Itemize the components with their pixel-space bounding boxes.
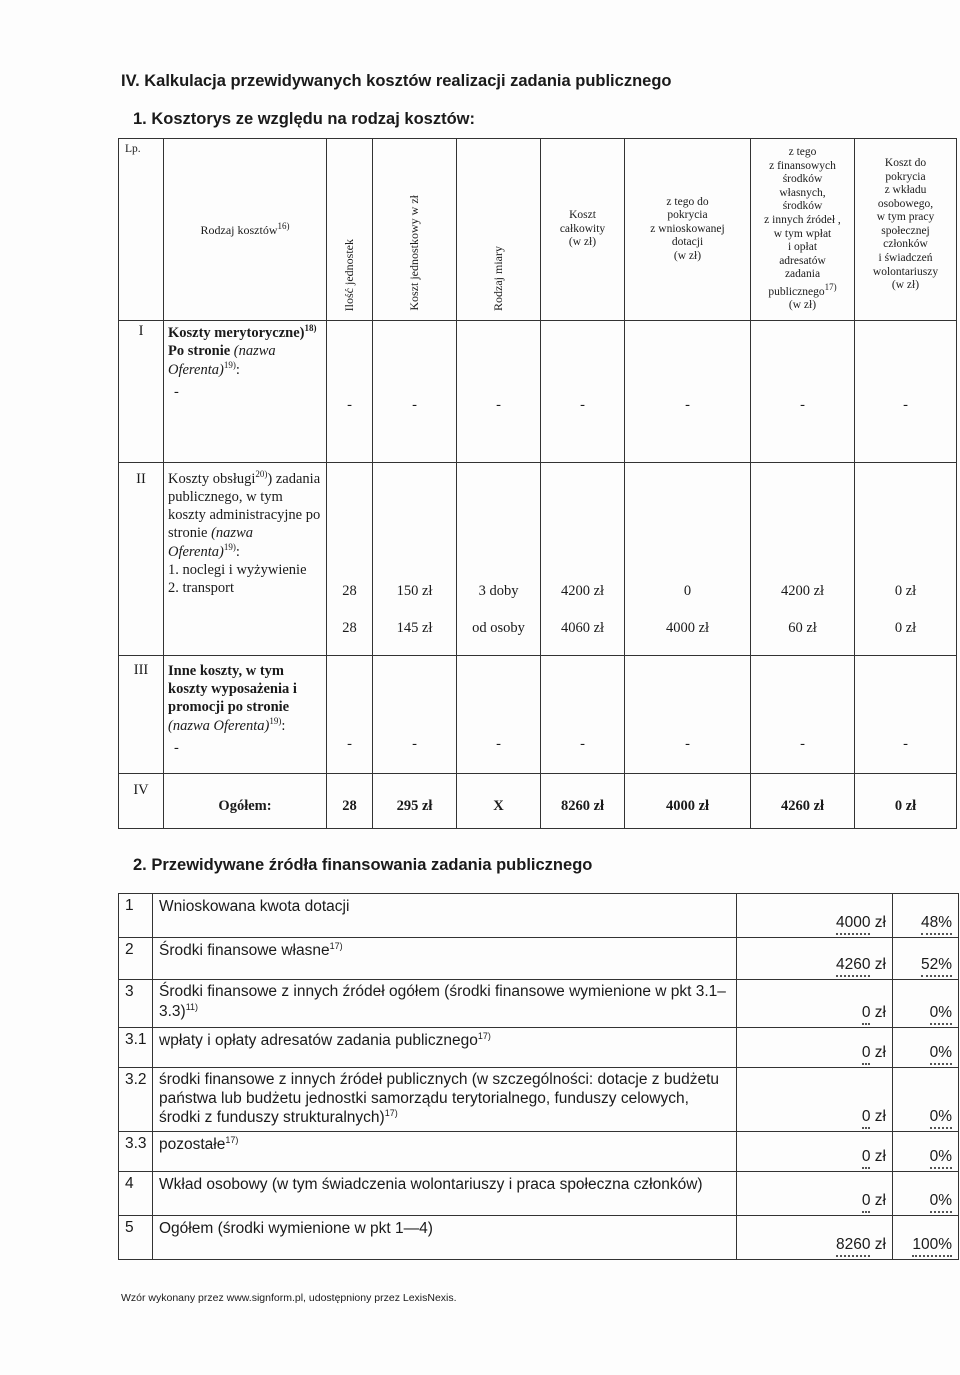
row1-dash-2: - — [373, 321, 457, 463]
table1-row-inne — [119, 656, 957, 774]
funding-row-unit: zł — [874, 956, 886, 974]
section-title: IV. Kalkulacja przewidywanych kosztów realizacji zadania publicznego — [121, 72, 672, 90]
table1-header-row — [119, 139, 957, 321]
header-z-finans-l4: środków — [782, 200, 823, 213]
row2-koszt-jedn — [373, 463, 457, 656]
row2-desc — [164, 463, 327, 656]
header-wklad-l0: Koszt do — [884, 157, 927, 169]
row2-title-it: (nazwa Oferenta) — [168, 525, 253, 561]
row3-dash-4: - — [541, 656, 625, 774]
funding-row-text — [153, 980, 737, 1028]
row3-title — [168, 662, 322, 735]
row1-title-text: Koszty merytoryczne) — [168, 324, 305, 341]
funding-row-amount — [737, 1132, 893, 1172]
funding-row-pct-value: 48% — [921, 914, 952, 935]
funding-row-num: 1 — [119, 894, 153, 938]
funding-row-amount-value: 0 — [862, 1044, 871, 1065]
row4-koszt-jedn: 295 zł — [373, 774, 457, 829]
row2-item-2-dotacja: 4000 zł — [665, 620, 710, 637]
row2-item-2-miara: od osoby — [472, 620, 525, 637]
header-wklad-l6: członków — [883, 238, 928, 251]
row2-item-2-calk: 4060 zł — [560, 620, 605, 637]
row3-dash-5: - — [625, 656, 751, 774]
row4-label: Ogółem: — [164, 774, 327, 829]
row4-finans: 4260 zł — [751, 774, 855, 829]
row1-colon: : — [235, 361, 240, 378]
header-rodzaj-miary — [457, 139, 541, 321]
funding-row-num: 3.3 — [119, 1132, 153, 1172]
row1-title-sup: 18) — [304, 323, 317, 333]
funding-row-num: 2 — [119, 938, 153, 980]
funding-row-sup: 17) — [225, 1135, 239, 1145]
funding-row-amount — [737, 938, 893, 980]
header-wklad-l7: i świadczeń — [878, 251, 933, 264]
funding-row-pct — [893, 1172, 959, 1216]
row3-dash-2: - — [373, 656, 457, 774]
funding-row-pct — [893, 938, 959, 980]
funding-row-amount-value: 0 — [862, 1148, 871, 1169]
header-z-dotacji-l2: z wnioskowanej — [650, 222, 725, 235]
funding-row-pct — [893, 1132, 959, 1172]
funding-row-num: 3 — [119, 980, 153, 1028]
funding-row-amount — [737, 980, 893, 1028]
header-koszt-jedn — [373, 139, 457, 321]
header-z-finans-l6: w tym wpłat — [773, 227, 832, 240]
funding-row-amount-value: 8260 — [836, 1236, 870, 1257]
funding-row — [119, 1172, 959, 1216]
row2-item-1-finans: 4200 zł — [780, 583, 825, 599]
header-z-dotacji-l4: (w zł) — [673, 249, 702, 262]
funding-row-amount — [737, 894, 893, 938]
row3-desc — [164, 656, 327, 774]
header-z-dotacji-l0: z tego do — [666, 195, 709, 208]
header-z-finans-l1: z finansowych — [769, 159, 836, 172]
row4-calk: 8260 zł — [541, 774, 625, 829]
row1-num: I — [119, 321, 164, 463]
row1-dash-4: - — [541, 321, 625, 463]
header-wklad-l8: wolontariuszy — [872, 265, 939, 278]
row1-desc — [164, 321, 327, 463]
row2-ilosc — [327, 463, 373, 656]
header-wklad-l4: w tym pracy — [876, 211, 935, 224]
row3-title-sup: 19) — [269, 716, 282, 727]
funding-row-pct — [893, 1216, 959, 1260]
header-rodzaj — [164, 139, 327, 321]
funding-row-text-main: wpłaty i opłaty adresatów zadania publicznego — [159, 1032, 478, 1050]
funding-row-amount-value: 0 — [862, 1108, 871, 1129]
funding-row-unit: zł — [874, 1148, 886, 1166]
funding-row-text — [153, 1132, 737, 1172]
funding-row-pct — [893, 980, 959, 1028]
funding-row-amount-value: 4000 — [836, 914, 870, 935]
funding-row-unit: zł — [874, 1004, 886, 1022]
row2-item-1-koszt-jedn: 150 zł — [396, 583, 433, 599]
row4-ilosc: 28 — [327, 774, 373, 829]
header-ilosc-text: Ilość jednostek — [342, 238, 356, 311]
row4-dotacja: 4000 zł — [625, 774, 751, 829]
funding-row-text-main: Ogółem (środki wymienione w pkt 1—4) — [159, 1220, 433, 1238]
header-z-finans-l8: adresatów — [779, 254, 826, 267]
row1-side-sup: 19) — [223, 360, 236, 371]
row1-dash-0: - — [174, 384, 179, 401]
funding-row-amount — [737, 1172, 893, 1216]
row2-miara — [457, 463, 541, 656]
header-wklad-l2: z wkładu — [884, 184, 927, 197]
funding-row-pct-value: 0% — [930, 1044, 952, 1065]
row3-dash-1: - — [327, 656, 373, 774]
header-z-finans-sup: 17) — [824, 281, 837, 292]
funding-row-text — [153, 894, 737, 938]
funding-row-amount — [737, 1028, 893, 1068]
funding-row-pct-value: 0% — [930, 1148, 952, 1169]
row2-item-2-finans: 60 zł — [788, 620, 817, 637]
row1-side — [168, 342, 322, 379]
row2-title-sup: 20) — [255, 469, 268, 479]
header-rodzaj-sup: 16) — [277, 221, 290, 231]
header-rodzaj-miary-text: Rodzaj miary — [491, 246, 505, 311]
header-z-finans-l0: z tego — [788, 146, 817, 159]
funding-row-text — [153, 1216, 737, 1260]
funding-row-text-main: pozostałe — [159, 1136, 226, 1154]
header-wklad-l1: pokrycia — [885, 170, 926, 183]
header-z-finans — [751, 139, 855, 321]
funding-row-amount-value: 0 — [862, 1192, 871, 1213]
header-koszt-calk — [541, 139, 625, 321]
funding-row-unit: zł — [874, 1108, 886, 1126]
funding-row — [119, 980, 959, 1028]
row3-title-text: Inne koszty, w tym koszty wyposażenia i promocji po stronie — [168, 663, 297, 716]
funding-row-pct — [893, 1068, 959, 1132]
row2-item-2-wklad: 0 zł — [894, 620, 917, 637]
funding-row — [119, 1216, 959, 1260]
header-z-finans-l5: z innych źródeł , — [764, 214, 841, 227]
funding-row-unit: zł — [874, 1192, 886, 1210]
header-z-finans-l9: zadania — [784, 268, 821, 281]
row4-miara: X — [457, 774, 541, 829]
funding-row-num: 5 — [119, 1216, 153, 1260]
header-koszt-calk-l0: Koszt — [569, 209, 596, 222]
funding-row-pct-value: 52% — [921, 956, 952, 977]
funding-row — [119, 938, 959, 980]
header-wklad-l3: osobowego, — [877, 197, 934, 210]
funding-row-sup: 17) — [477, 1031, 491, 1041]
row3-dash-7: - — [855, 656, 957, 774]
cost-estimate-title: 1. Kosztorys ze względu na rodzaj kosztów: — [133, 110, 475, 128]
row2-finans — [751, 463, 855, 656]
header-z-finans-l10-text: publicznego — [768, 285, 825, 298]
header-wklad-l9: (w zł) — [891, 279, 920, 292]
row2-item-1-name: 1. noclegi i wyżywienie — [168, 562, 307, 579]
header-ilosc — [327, 139, 373, 321]
header-koszt-calk-l1: całkowity — [559, 222, 606, 235]
funding-row-unit: zł — [874, 1044, 886, 1062]
row2-calk — [541, 463, 625, 656]
row4-wklad: 0 zł — [855, 774, 957, 829]
funding-row-text — [153, 1172, 737, 1216]
header-wklad-l5: społecznej — [881, 224, 930, 237]
funding-row-num: 3.1 — [119, 1028, 153, 1068]
row2-item-1-wklad: 0 zł — [894, 583, 917, 599]
row2-item-2-koszt-jedn: 145 zł — [396, 620, 433, 637]
header-z-finans-l2: środków — [782, 173, 823, 186]
funding-row-amount-value: 0 — [862, 1004, 871, 1025]
table1-row-ogolem — [119, 774, 957, 829]
row2-item-1-calk: 4200 zł — [560, 583, 605, 599]
row1-dash-6: - — [751, 321, 855, 463]
funding-row-text-main: Wkład osobowy (w tym świadczenia wolontariuszy i praca społeczna członków) — [159, 1176, 703, 1194]
header-koszt-calk-l2: (w zł) — [568, 236, 597, 249]
funding-row-pct-value: 100% — [912, 1236, 952, 1257]
header-wklad — [855, 139, 957, 321]
row1-title — [168, 323, 322, 342]
header-z-dotacji — [625, 139, 751, 321]
header-z-dotacji-l1: pokrycia — [667, 209, 708, 222]
row3-dash-3: - — [457, 656, 541, 774]
table1-row-merytoryczne — [119, 321, 957, 463]
header-lp: Lp. — [119, 139, 164, 321]
row1-dash-5: - — [625, 321, 751, 463]
header-z-finans-l3: własnych, — [779, 186, 826, 199]
header-z-finans-l10 — [751, 282, 854, 299]
funding-row — [119, 894, 959, 938]
row2-colon: : — [235, 544, 240, 561]
row4-num: IV — [119, 774, 164, 829]
row1-dash-7: - — [855, 321, 957, 463]
funding-row-unit: zł — [874, 1236, 886, 1254]
funding-row — [119, 1068, 959, 1132]
funding-row-text-main: Wnioskowana kwota dotacji — [159, 898, 350, 916]
funding-row-amount — [737, 1068, 893, 1132]
row3-dash-0: - — [174, 740, 179, 757]
funding-sources-title: 2. Przewidywane źródła finansowania zadania publicznego — [133, 856, 593, 874]
funding-row-pct-value: 0% — [930, 1004, 952, 1025]
header-rodzaj-text: Rodzaj kosztów — [200, 223, 278, 237]
header-z-dotacji-l3: dotacji — [671, 236, 704, 249]
row1-dash-3: - — [457, 321, 541, 463]
row3-colon: : — [281, 718, 286, 735]
funding-sources-table — [118, 893, 959, 1260]
row3-num: III — [119, 656, 164, 774]
row3-dash-6: - — [751, 656, 855, 774]
funding-row-text — [153, 938, 737, 980]
funding-row-pct-value: 0% — [930, 1192, 952, 1213]
funding-row-unit: zł — [874, 914, 886, 932]
row2-title-sup2: 19) — [223, 542, 236, 553]
row1-dash-1: - — [327, 321, 373, 463]
row2-wklad — [855, 463, 957, 656]
funding-row-text — [153, 1028, 737, 1068]
row1-side-it: (nazwa Oferenta) — [168, 342, 276, 378]
cost-estimate-table — [118, 138, 957, 829]
row2-dotacja — [625, 463, 751, 656]
funding-row-num: 3.2 — [119, 1068, 153, 1132]
funding-row-amount-value: 4260 — [836, 956, 870, 977]
footer-note: Wzór wykonany przez www.signform.pl, udostępniony przez LexisNexis. — [121, 1292, 457, 1304]
funding-row-sup: 17) — [329, 941, 343, 951]
table1-row-obslugi — [119, 463, 957, 656]
row2-num: II — [119, 463, 164, 656]
row1-side-text: Po stronie — [168, 342, 231, 359]
funding-row-sup: 17) — [384, 1108, 398, 1119]
row2-title-a: Koszty obsługi — [168, 470, 256, 487]
row3-title-it: (nazwa Oferenta) — [168, 718, 270, 735]
header-koszt-jedn-text: Koszt jednostkowy w zł — [407, 195, 421, 311]
row2-item-2-ilosc: 28 — [342, 620, 357, 637]
row2-title — [168, 469, 322, 561]
funding-row-amount — [737, 1216, 893, 1260]
funding-row-pct-value: 0% — [930, 1108, 952, 1129]
funding-row — [119, 1028, 959, 1068]
funding-row-text-main: Środki finansowe własne — [159, 942, 330, 960]
header-z-finans-l11: (w zł) — [788, 299, 817, 312]
row2-title-b: ) zadania publicznego, w tym koszty administracyjne po stronie — [168, 470, 321, 542]
funding-row-text — [153, 1068, 737, 1132]
funding-row-text-main: środki finansowe z innych źródeł publicznych (w szczególności: dotacje z budżetu państwa lub budżetu jednostki samorządu terytorialnego, funduszy celowych, środki z funduszy strukturalnych) — [159, 1071, 720, 1127]
row2-item-1-dotacja: 0 — [683, 583, 692, 599]
funding-row — [119, 1132, 959, 1172]
row2-item-2-name: 2. transport — [168, 580, 235, 597]
header-z-finans-l7: i opłat — [787, 241, 818, 254]
funding-row-num: 4 — [119, 1172, 153, 1216]
row2-item-1-miara: 3 doby — [478, 583, 519, 599]
funding-row-sup: 11) — [185, 1001, 199, 1012]
funding-row-text-main: Środki finansowe z innych źródeł ogółem (środki finansowe wymienione w pkt 3.1–3.3) — [159, 983, 726, 1020]
funding-row-pct — [893, 894, 959, 938]
row2-item-1-ilosc: 28 — [342, 583, 357, 599]
funding-row-pct — [893, 1028, 959, 1068]
